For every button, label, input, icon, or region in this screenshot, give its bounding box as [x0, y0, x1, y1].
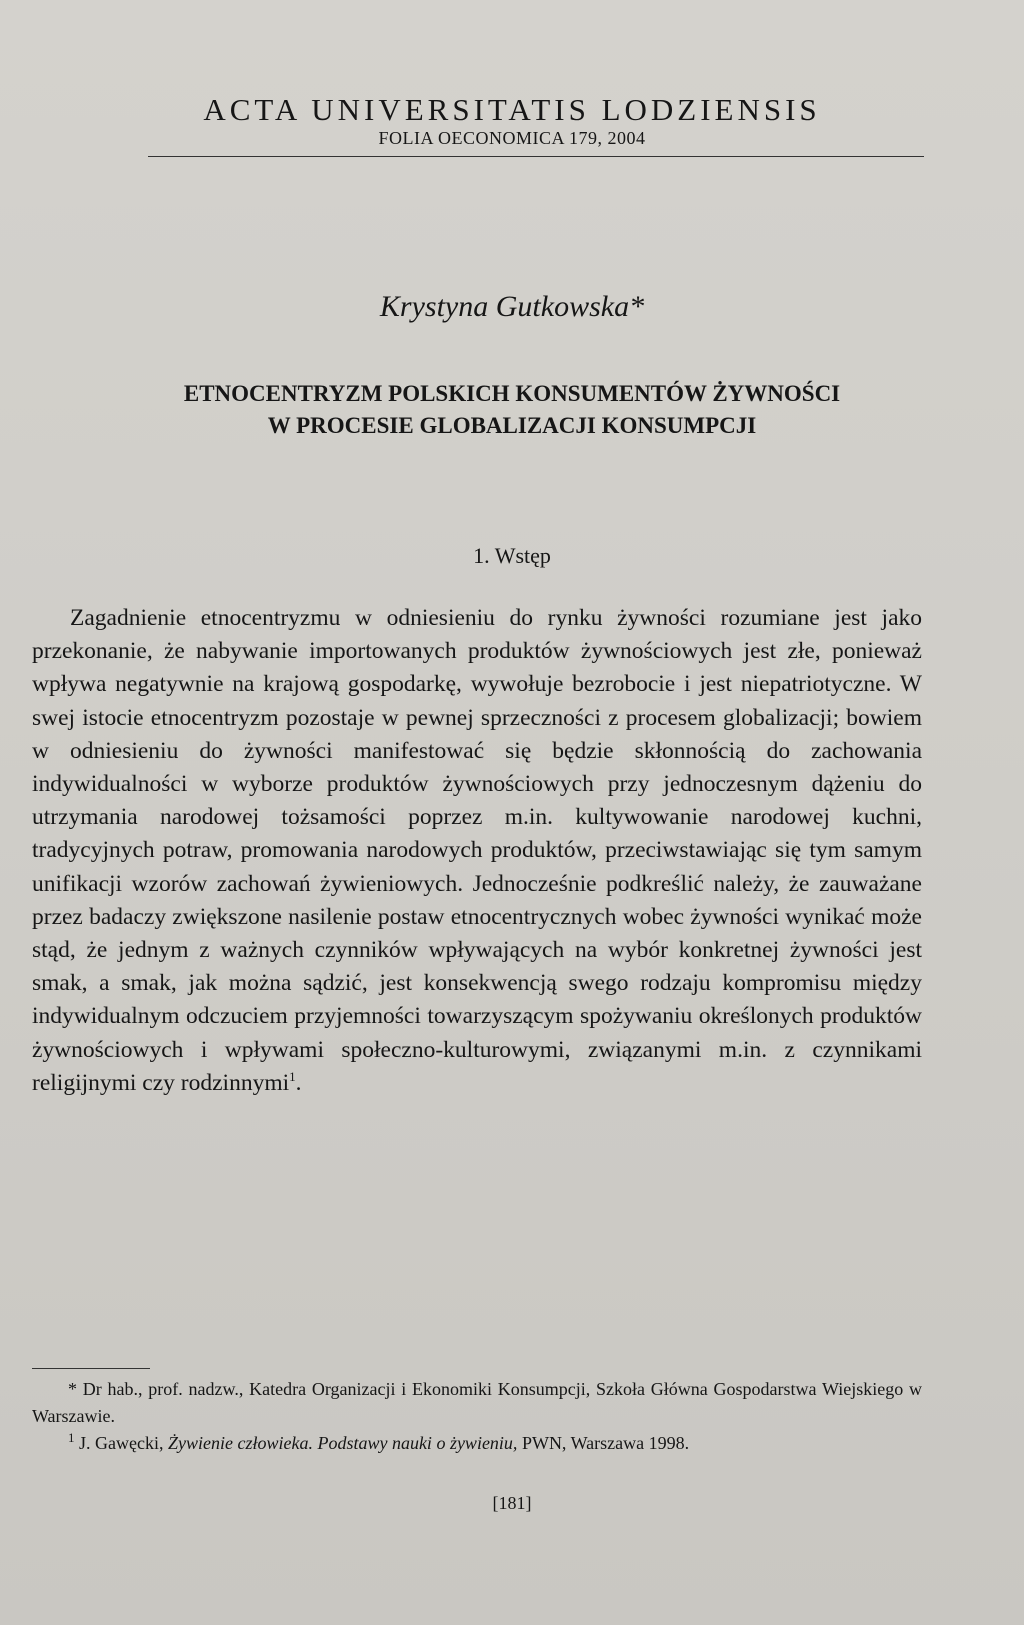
footnote-1-marker: 1: [68, 1430, 75, 1445]
paragraph-text: Zagadnienie etnocentryzmu w odniesieniu do rynku żywności rozumiane jest jako przekonanie, że nabywanie importowanych produktów żywnościowych jest złe, ponieważ wpływa negatywnie na krajową gospodarkę, wywołuje bezrobocie i jest niepatriotyczne. W swej istocie etnocentryzm pozostaje w pewnej sprzeczności z procesem globalizacji; bowiem w odniesieniu do żywności manifestować się będzie skłonnością do zachowania indywidualności w wyborze produktów żywnościowych przy jednoczesnym dążeniu do utrzymania narodowej tożsamości poprzez m.in. kultywowanie narodowej kuchni, tradycyjnych potraw, promowania narodowych produktów, przeciwstawiając się tym samym unifikacji wzorów zachowań żywieniowych. Jednocześnie podkreślić należy, że zauważane przez badaczy zwiększone nasilenie postaw etnocentrycznych wobec żywności wynikać może stąd, że jednym z ważnych czynników wpływających na wybór konkretnej żywności jest smak, a smak, jak można sądzić, jest konsekwencją swego rodzaju kompromisu między indywidualnym odczuciem przyjemności towarzyszącym spożywaniu określonych produktów żywnościowych i wpływami społeczno-kulturowymi, związanymi m.in. z czynnikami religijnymi czy rodzinnymi: [32, 605, 922, 1096]
footnote-1-publisher: PWN, Warszawa 1998.: [521, 1433, 690, 1453]
body-paragraph: [32, 602, 922, 1100]
footnote-author: * Dr hab., prof. nadzw., Katedra Organizacji i Ekonomiki Konsumpcji, Szkoła Główna Gospodarstwa Wiejskiego w Warszawie.: [32, 1379, 922, 1426]
footnote-1-author: J. Gawęcki,: [79, 1433, 164, 1453]
header-divider: [148, 156, 924, 157]
article-title: [0, 378, 1024, 442]
footnotes: [32, 1376, 922, 1457]
footnote-divider: [32, 1368, 150, 1369]
footnote-1: [32, 1430, 922, 1457]
journal-series: FOLIA OECONOMICA 179, 2004: [378, 128, 646, 148]
page-number: [181]: [492, 1493, 532, 1513]
footnote-1-title: Żywienie człowieka. Podstawy nauki o żywieniu,: [167, 1433, 518, 1453]
article-title-line-1: ETNOCENTRYZM POLSKICH KONSUMENTÓW ŻYWNOŚCI: [183, 381, 841, 406]
journal-title: ACTA UNIVERSITATIS LODZIENSIS: [203, 92, 821, 127]
article-title-line-2: W PROCESIE GLOBALIZACJI KONSUMPCJI: [267, 413, 757, 438]
paragraph-end: .: [295, 1069, 302, 1096]
section-heading: 1. Wstęp: [473, 543, 551, 568]
article-author: Krystyna Gutkowska*: [379, 290, 645, 323]
footnote-reference: 1: [289, 1069, 296, 1085]
